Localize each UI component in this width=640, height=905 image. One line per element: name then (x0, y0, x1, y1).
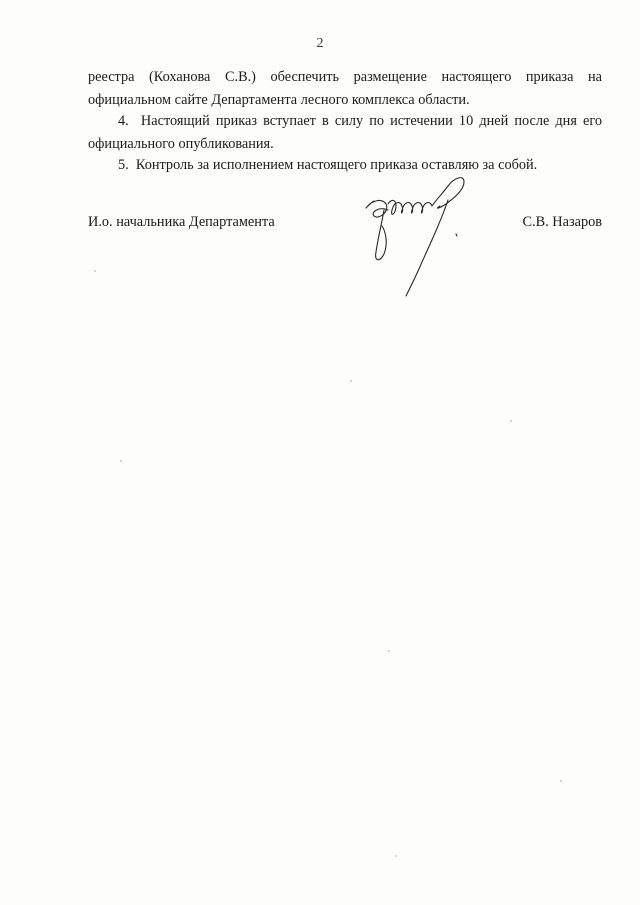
signatory-name: С.В. Назаров (522, 214, 602, 230)
paragraph-line: официального опубликования. (88, 136, 274, 152)
item-text: Настоящий приказ вступает в силу по истечении 10 дней после дня его (140, 113, 602, 129)
item-number: 5. (118, 157, 129, 173)
paragraph-line (88, 110, 602, 133)
paragraph-line: официальном сайте Департамента лесного комплекса области. (88, 92, 470, 108)
scan-speck (395, 855, 397, 857)
item-number: 4. (118, 113, 129, 129)
signature-block (88, 214, 602, 238)
paragraph-line (88, 154, 602, 177)
paragraph-item-4 (88, 110, 602, 156)
handwritten-signature (360, 170, 490, 300)
scan-speck (120, 460, 122, 462)
scan-speck (510, 420, 512, 422)
scan-speck (560, 780, 562, 782)
signatory-position: И.о. начальника Департамента (88, 214, 275, 230)
scan-speck (388, 650, 390, 652)
item-text: Контроль за исполнением настоящего приказа оставляю за собой. (135, 157, 538, 173)
scan-speck (350, 380, 352, 382)
paragraph-line: реестра (Коханова С.В.) обеспечить размещение настоящего приказа на (88, 69, 602, 85)
paragraph-item-5 (88, 154, 602, 177)
scan-speck (94, 270, 96, 272)
paragraph-continued (88, 66, 602, 112)
page-number: 2 (316, 36, 324, 51)
